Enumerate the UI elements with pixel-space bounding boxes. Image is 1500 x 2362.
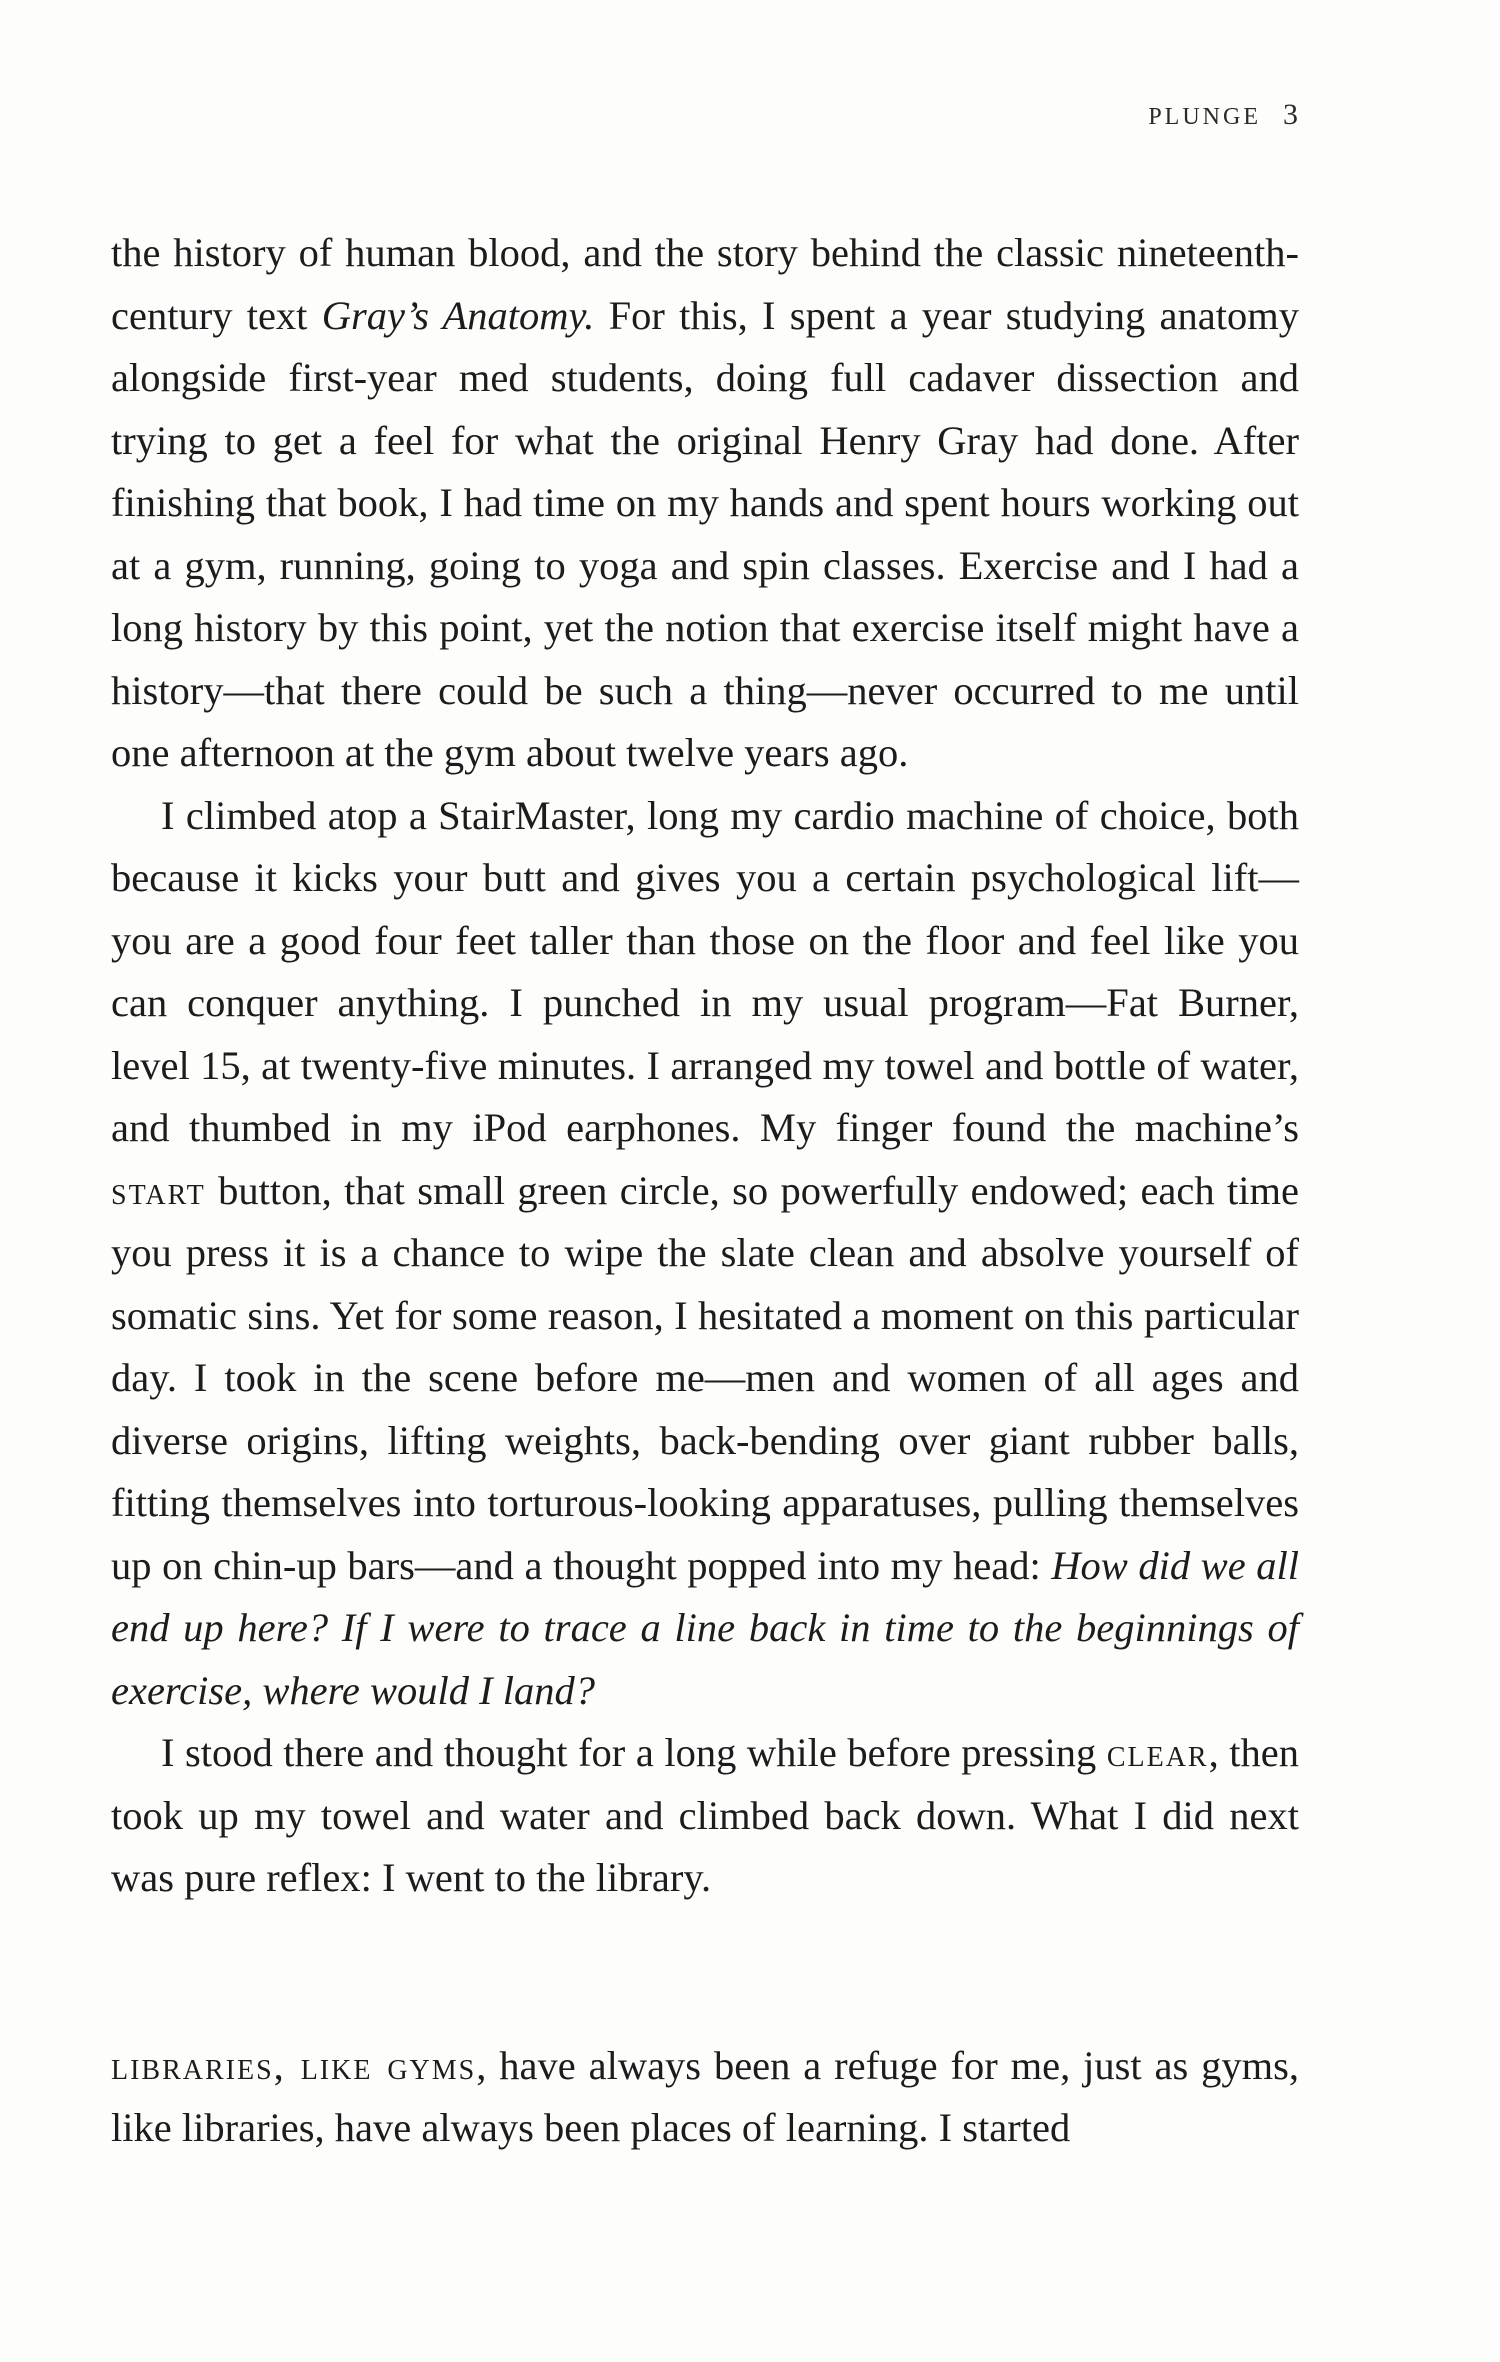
section-break	[111, 1910, 1299, 2035]
paragraph-2-text-cont: button, that small green circle, so powerfully endowed; each time you press it is a chance to wipe the slate clean and absolve yourself of somatic sins. Yet for some reason, I hesitated a moment on this particular day. I took in the scene before me—men and women of all ages and diverse origins, lifting weights, back-bending over giant rubber balls, fitting themselves into torturous-looking apparatuses, pulling themselves up on chin-up bars—and a thought popped into my head:	[111, 1167, 1299, 1588]
paragraph-1	[111, 222, 1299, 785]
paragraph-1-text: the history of human blood, and the story behind the classic nineteenth-century text	[111, 230, 1299, 338]
paragraph-4	[111, 2035, 1299, 2160]
paragraph-1-text-cont: For this, I spent a year studying anatomy alongside first-year med students, doing full cadaver dissection and trying to get a feel for what the original Henry Gray had done. After finishing that book, I had time on my hands and spent hours working out at a gym, running, going to yoga and spin classes. Exercise and I had a long history by this point, yet the notion that exercise itself might have a history—that there could be such a thing—never occurred to me until one afternoon at the gym about twelve years ago.	[111, 292, 1299, 775]
paragraph-2-text: I climbed atop a StairMaster, long my cardio machine of choice, both because it kicks your butt and gives you a certain psychological lift—you are a good four feet taller than those on the floor and feel like you can conquer anything. I punched in my usual program—Fat Burner, level 15, at twenty-five minutes. I arranged my towel and bottle of water, and thumbed in my iPod earphones. My finger found the machine’s	[111, 792, 1299, 1150]
paragraph-4-text: , have always been a refuge for me, just as gyms, like libraries, have always been places of learning. I started	[111, 2042, 1300, 2150]
running-head	[1148, 98, 1298, 132]
page-number: 3	[1283, 98, 1298, 131]
clear-small-caps: clear	[1106, 1730, 1209, 1775]
paragraph-2	[111, 785, 1299, 1723]
body-text	[111, 222, 1299, 2160]
paragraph-3-text-cont: , then took up my towel and water and climbed back down. What I did next was pure reflex: I went to the library.	[111, 1730, 1299, 1900]
paragraph-2-italic-question: How did we all end up here? If I were to trace a line back in time to the beginnings of exercise, where would I land?	[111, 1542, 1299, 1713]
book-title-italic: Gray’s Anatomy.	[321, 292, 595, 338]
paragraph-3	[111, 1722, 1299, 1910]
section-opening-small-caps: libraries, like gyms	[111, 2042, 477, 2088]
paragraph-3-text: I stood there and thought for a long while before pressing	[161, 1730, 1107, 1775]
start-small-caps: start	[111, 1167, 206, 1213]
running-title: PLUNGE	[1148, 104, 1261, 130]
